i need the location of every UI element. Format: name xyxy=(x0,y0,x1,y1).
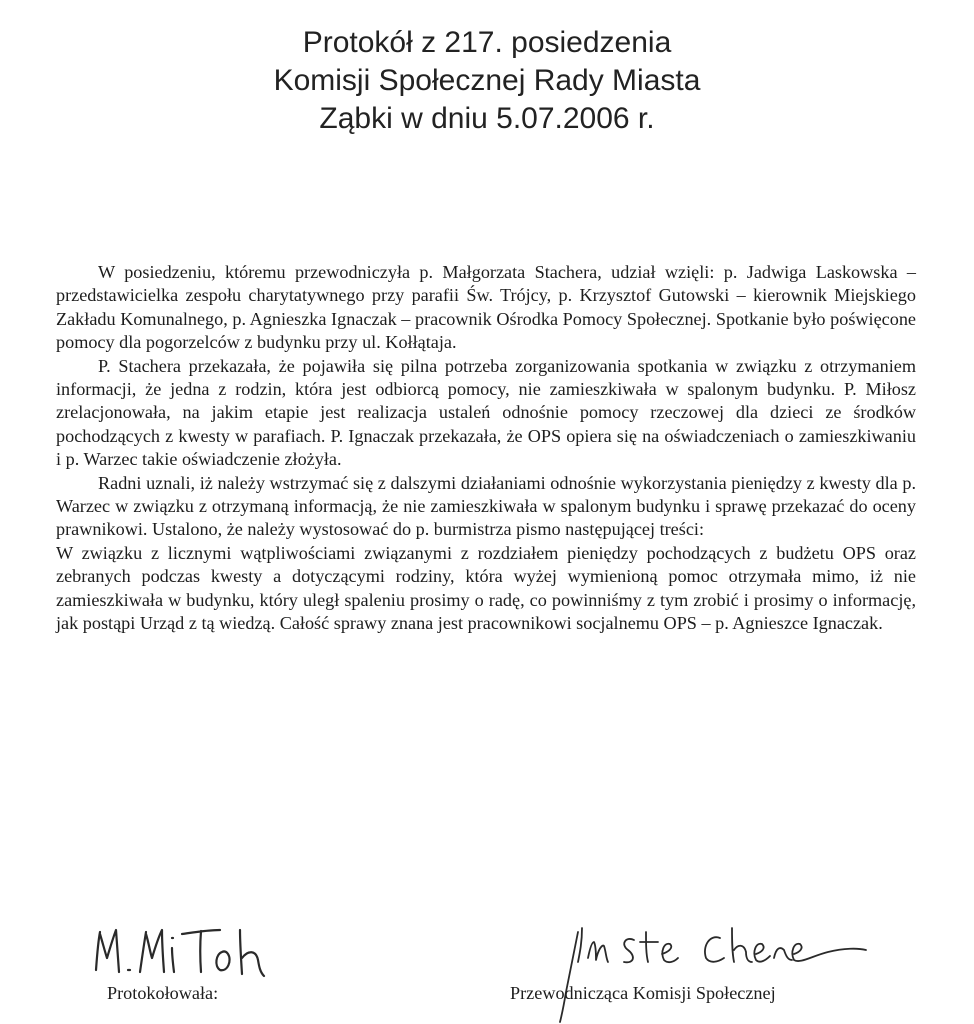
paragraph-decision: Radni uznali, iż należy wstrzymać się z dalszymi działaniami odnośnie wykorzystania pieniędzy z kwesty dla p. Warzec w związku z otrzymaną informacją, że nie zamieszkiwała w spalonym budynku i sprawę przekazać do oceny prawnikowi. Ustalono, że należy wystosować do p. burmistrza pismo następującej treści: xyxy=(56,472,916,540)
signature-right-handwritten xyxy=(548,912,878,1024)
paragraph-attendance: W posiedzeniu, któremu przewodniczyła p. Małgorzata Stachera, udział wzięli: p. Jadwiga Laskowska – przedstawicielka zespołu charytatywnego przy parafii Św. Trójcy, p. Krzysztof Gutowski – kierownik Miejskiego Zakładu Komunalnego, p. Agnieszka Ignaczak – pracownik Ośrodka Pomocy Społecznej. Spotkanie było poświęcone pomocy dla pogorzelców z budynku przy ul. Kołłątaja. xyxy=(56,262,916,353)
title-line-3: Ząbki w dniu 5.07.2006 r. xyxy=(319,102,655,135)
paragraph-letter-content: W związku z licznymi wątpliwościami związanymi z rozdziałem pieniędzy pochodzących z budżetu OPS oraz zebranych podczas kwesty a dotyczącymi rodziny, która wyżej wymienioną pomoc otrzymała mimo, iż nie zamieszkiwała w budynku, który uległ spaleniu prosimy o radę, co powinniśmy z tym zrobić i prosimy o informację, jak postąpi Urząd z tą wiedzą. Całość sprawy znana jest pracownikowi socjalnemu OPS – p. Agnieszce Ignaczak. xyxy=(56,542,916,634)
title-line-1: Protokół z 217. posiedzenia xyxy=(302,26,672,59)
title-line-2: Komisji Społecznej Rady Miasta xyxy=(273,64,701,97)
signature-label-chairwoman: Przewodnicząca Komisji Społecznej xyxy=(510,983,776,1003)
signature-label-recorder: Protokołowała: xyxy=(107,983,219,1003)
protocol-body xyxy=(56,261,916,636)
paragraph-report: P. Stachera przekazała, że pojawiła się pilna potrzeba zorganizowania spotkania w związku z otrzymaniem informacji, że jedna z rodzin, która jest odbiorcą pomocy, nie zamieszkiwała w spalonym budynku. P. Miłosz zrelacjonowała, na jakim etapie jest realizacja ustaleń odnośnie pomocy rzeczowej dla dzieci ze środków pochodzących z kwesty w parafiach. P. Ignaczak przekazała, że OPS opiera się na oświadczeniach o zamieszkiwaniu i p. Warzec takie oświadczenie złożyła. xyxy=(56,355,916,470)
signature-left-handwritten xyxy=(88,918,278,980)
document-title xyxy=(0,24,974,138)
